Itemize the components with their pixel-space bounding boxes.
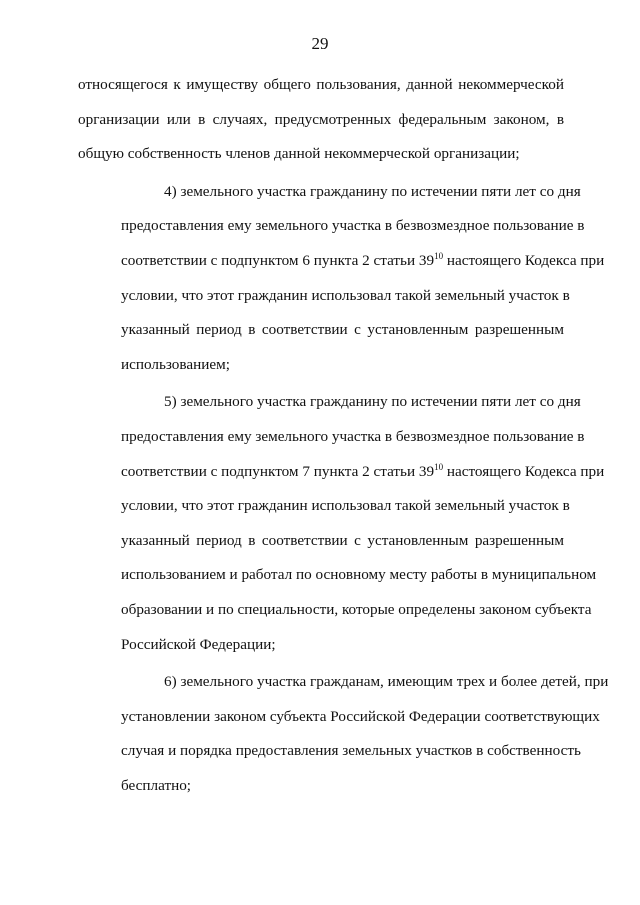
- text-line: соответствии с подпунктом 6 пункта 2 статьи $39^{10}$ настоящего Кодекса при: [121, 250, 605, 269]
- text-line: относящегося к имуществу общего пользования, данной некоммерческой: [78, 76, 564, 93]
- text-line: образовании и по специальности, которые определены законом субъекта: [121, 600, 592, 618]
- text-line: условии, что этот гражданин использовал такой земельный участок в: [121, 286, 570, 304]
- text-line: указанный период в соответствии с установленным разрешенным: [121, 321, 564, 339]
- text-line: предоставления ему земельного участка в безвозмездное пользование в: [121, 217, 585, 235]
- text-line: соответствии с подпунктом 7 пункта 2 статьи $39^{10}$ настоящего Кодекса при: [121, 461, 605, 480]
- paragraph: [78, 385, 605, 662]
- text-line: Российской Федерации;: [121, 635, 276, 653]
- superscript: 10: [434, 250, 444, 261]
- text-line: предоставления ему земельного участка в безвозмездное пользование в: [121, 427, 585, 445]
- paragraph: [78, 665, 609, 803]
- text-line: установлении законом субъекта Российской Федерации соответствующих: [121, 707, 600, 725]
- text-line: 4) земельного участка гражданину по истечении пяти лет со дня: [164, 182, 581, 200]
- paragraph: [78, 175, 605, 383]
- text-line: указанный период в соответствии с установленным разрешенным: [121, 531, 564, 549]
- document-body: [78, 68, 609, 803]
- paragraph: [78, 68, 564, 172]
- page-number: 29: [311, 34, 329, 53]
- text-line: 6) земельного участка гражданам, имеющим трех и более детей, при: [164, 673, 609, 691]
- text-line: использованием;: [121, 355, 230, 373]
- text-line: случая и порядка предоставления земельных участков в собственность: [121, 742, 581, 760]
- text-line: использованием и работал по основному месту работы в муниципальном: [121, 566, 597, 584]
- text-line: бесплатно;: [121, 776, 192, 794]
- superscript: 10: [434, 461, 444, 472]
- text-line: общую собственность членов данной некоммерческой организации;: [78, 145, 520, 163]
- text-line: 5) земельного участка гражданину по истечении пяти лет со дня: [164, 393, 581, 411]
- text-line: условии, что этот гражданин использовал такой земельный участок в: [121, 497, 570, 515]
- text-line: организации или в случаях, предусмотренных федеральным законом, в: [78, 110, 564, 128]
